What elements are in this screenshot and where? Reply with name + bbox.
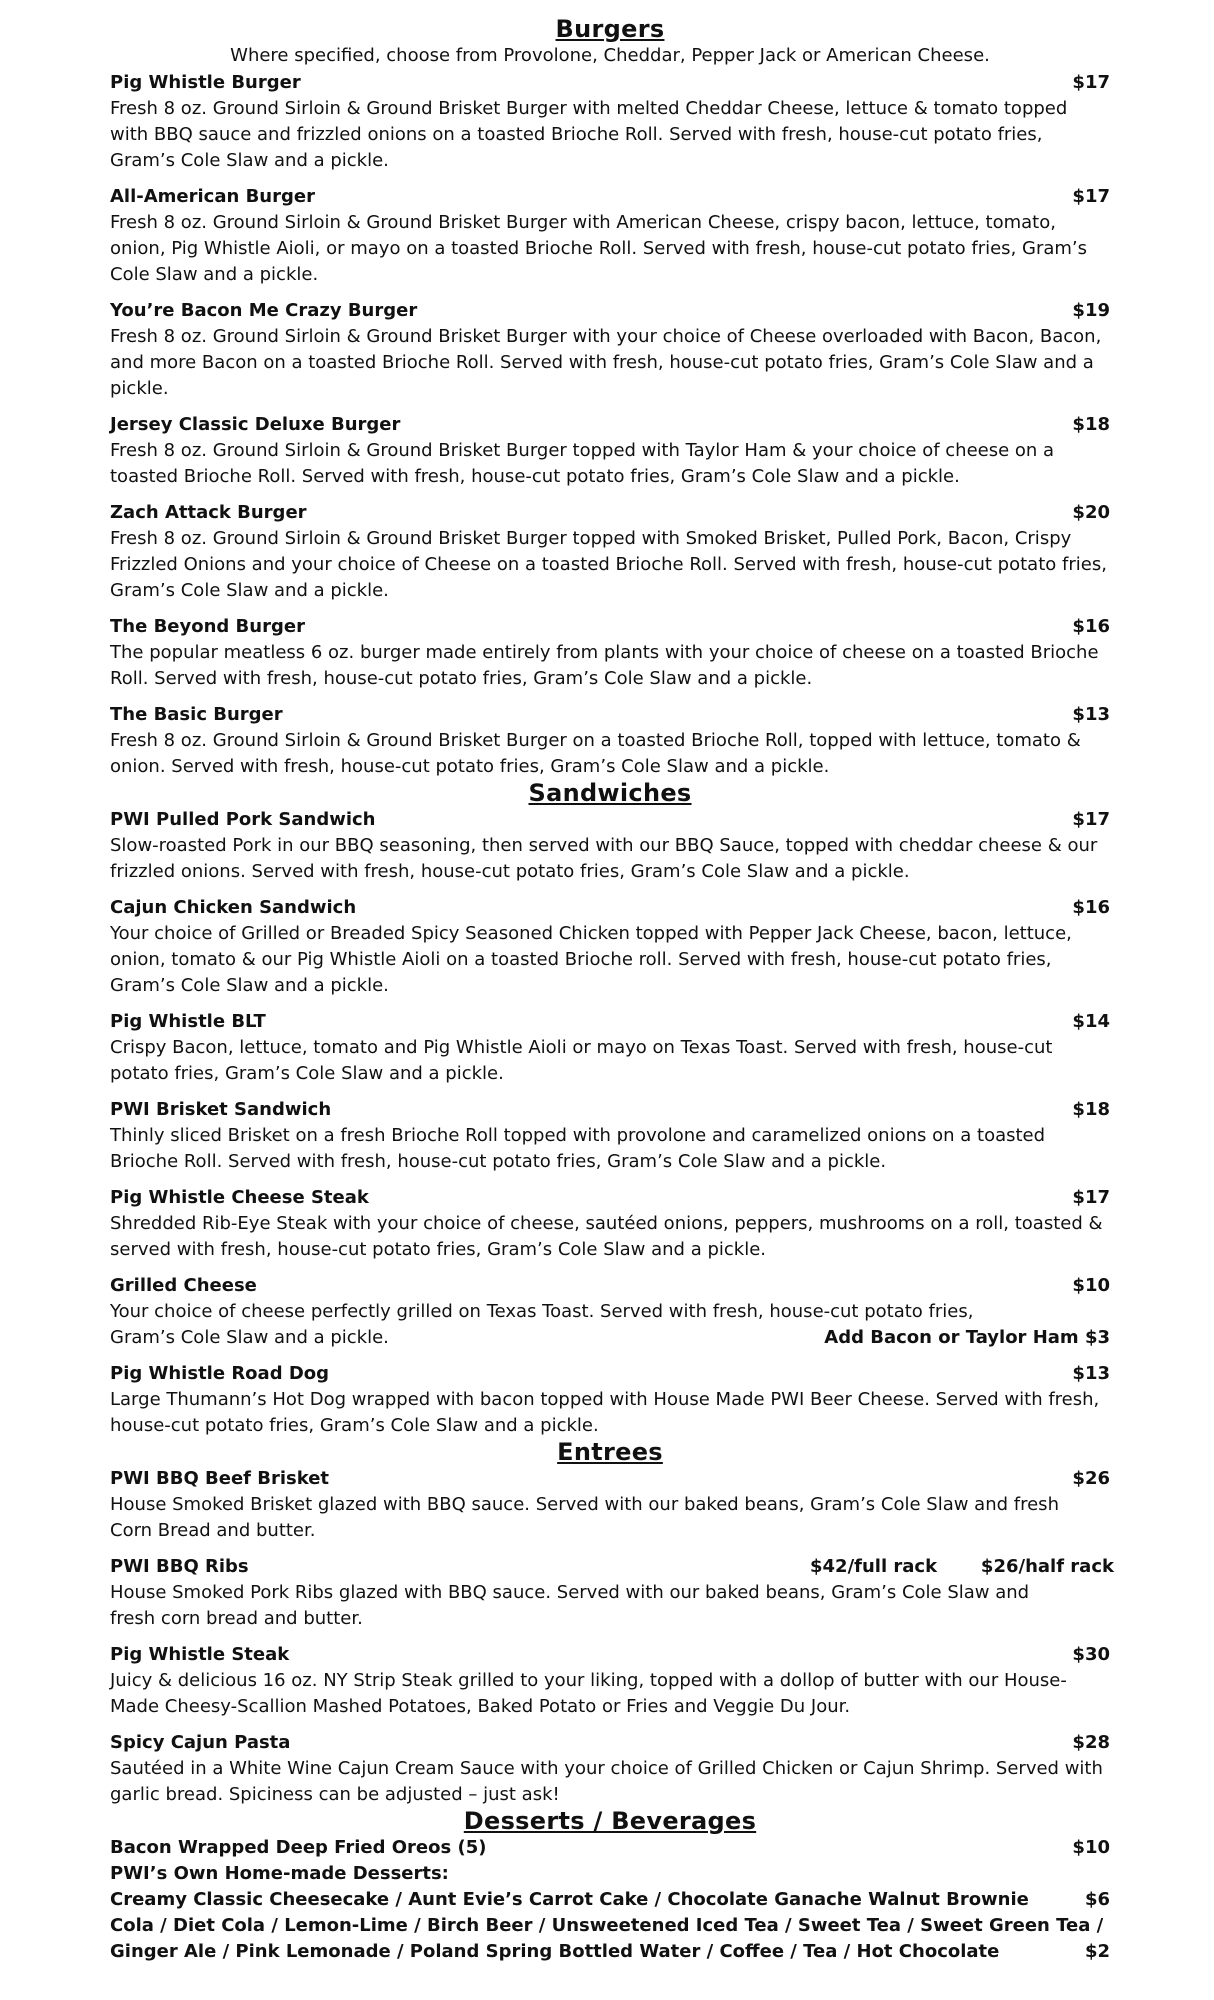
item-price: $18 — [1072, 1099, 1110, 1120]
item-description: Your choice of cheese perfectly grilled on Texas Toast. Served with fresh, house-cut potato fries, — [110, 1301, 974, 1322]
menu-item-zach-attack-burger — [110, 500, 1110, 604]
menu-item-cajun-chicken-sandwich — [110, 895, 1110, 999]
entrees-heading: Entrees — [557, 1438, 663, 1466]
menu-item-all-american-burger — [110, 184, 1110, 288]
item-price: $30 — [1072, 1644, 1110, 1665]
homemade-desserts-price: $6 — [1084, 1889, 1110, 1910]
item-price: $18 — [1072, 414, 1110, 435]
menu-item-beyond-burger — [110, 614, 1110, 692]
item-name: All-American Burger — [110, 186, 315, 207]
item-price: $17 — [1072, 186, 1110, 207]
menu-item-cajun-pasta — [110, 1730, 1110, 1808]
menu-item-brisket-sandwich — [110, 1097, 1110, 1175]
burgers-subtitle: Where specified, choose from Provolone, Cheddar, Pepper Jack or American Cheese. — [230, 45, 990, 66]
menu-item-jersey-classic-burger — [110, 412, 1110, 490]
item-description: Sautéed in a White Wine Cajun Cream Sauce with your choice of Grilled Chicken or Cajun Shrimp. Served with garlic bread. Spiciness can be adjusted – just ask! — [110, 1758, 1103, 1805]
homemade-desserts-list: Creamy Classic Cheesecake / Aunt Evie’s Carrot Cake / Chocolate Ganache Walnut Brownie — [110, 1889, 1029, 1910]
menu-item-basic-burger — [110, 702, 1110, 780]
item-price: $10 — [1072, 1275, 1110, 1296]
item-description: House Smoked Pork Ribs glazed with BBQ sauce. Served with our baked beans, Gram’s Cole Slaw and fresh corn bread and butter. — [110, 1582, 1030, 1629]
item-price: $17 — [1072, 809, 1110, 830]
menu-item-pig-whistle-burger — [110, 70, 1110, 174]
oreos-price: $10 — [1072, 1837, 1110, 1858]
beverages-line-2: Ginger Ale / Pink Lemonade / Poland Spring Bottled Water / Coffee / Tea / Hot Chocolate — [110, 1941, 1000, 1962]
beverages-line-1: Cola / Diet Cola / Lemon-Lime / Birch Beer / Unsweetened Iced Tea / Sweet Tea / Sweet Green Tea / — [110, 1915, 1104, 1936]
item-name: Pig Whistle BLT — [110, 1011, 266, 1032]
oreos-name: Bacon Wrapped Deep Fried Oreos (5) — [110, 1837, 487, 1858]
menu-page — [110, 15, 1114, 1965]
item-name: Pig Whistle Road Dog — [110, 1363, 330, 1384]
beverages-price: $2 — [1084, 1941, 1110, 1962]
menu-item-pig-whistle-blt — [110, 1009, 1110, 1087]
item-description-cont: Gram’s Cole Slaw and a pickle. — [110, 1327, 389, 1348]
burgers-heading: Burgers — [555, 15, 665, 43]
item-name: Pig Whistle Burger — [110, 72, 301, 93]
desserts-heading: Desserts / Beverages — [463, 1807, 757, 1835]
item-name: Zach Attack Burger — [110, 502, 307, 523]
item-name: The Basic Burger — [110, 704, 283, 725]
item-price: $16 — [1072, 616, 1110, 637]
item-name: Pig Whistle Cheese Steak — [110, 1187, 369, 1208]
item-description: Slow-roasted Pork in our BBQ seasoning, then served with our BBQ Sauce, topped with cheddar cheese & our frizzled onions. Served with fresh, house-cut potato fries, Gram’s Cole Slaw and a pickle. — [110, 835, 1098, 882]
item-name: PWI BBQ Ribs — [110, 1556, 249, 1577]
item-price: $16 — [1072, 897, 1110, 918]
item-description: Thinly sliced Brisket on a fresh Brioche Roll topped with provolone and caramelized onions on a toasted Brioche Roll. Served with fresh, house-cut potato fries, Gram’s Cole Slaw and a pickle. — [110, 1125, 1046, 1172]
item-price: $13 — [1072, 704, 1110, 725]
item-name: Grilled Cheese — [110, 1275, 257, 1296]
item-description: Crispy Bacon, lettuce, tomato and Pig Whistle Aioli or mayo on Texas Toast. Served with fresh, house-cut potato fries, Gram’s Cole Slaw and a pickle. — [110, 1037, 1053, 1084]
item-description: Fresh 8 oz. Ground Sirloin & Ground Brisket Burger topped with Smoked Brisket, Pulled Pork, Bacon, Crispy Frizzled Onions and your choice of Cheese on a toasted Brioche Roll. Served with fresh, house-cut potato fries, Gram’s Cole Slaw and a pickle. — [110, 528, 1107, 601]
item-name: PWI Brisket Sandwich — [110, 1099, 332, 1120]
item-description: Fresh 8 oz. Ground Sirloin & Ground Brisket Burger with your choice of Cheese overloaded with Bacon, Bacon, and more Bacon on a toasted Brioche Roll. Served with fresh, house-cut potato fries, Gram’s Cole Slaw and a pickle. — [110, 326, 1102, 399]
item-price: $42/full rack $26/half rack — [810, 1556, 1114, 1577]
menu-item-pulled-pork-sandwich — [110, 807, 1110, 885]
menu-item-grilled-cheese — [110, 1273, 1110, 1351]
item-name: Cajun Chicken Sandwich — [110, 897, 357, 918]
item-price: $17 — [1072, 72, 1110, 93]
item-description: Fresh 8 oz. Ground Sirloin & Ground Brisket Burger topped with Taylor Ham & your choice of cheese on a toasted Brioche Roll. Served with fresh, house-cut potato fries, Gram’s Cole Slaw and a pickle. — [110, 440, 1055, 487]
homemade-desserts-row — [110, 1887, 1110, 1913]
item-name: Pig Whistle Steak — [110, 1644, 290, 1665]
item-price: $13 — [1072, 1363, 1110, 1384]
item-description: Shredded Rib-Eye Steak with your choice of cheese, sautéed onions, peppers, mushrooms on a roll, toasted & served with fresh, house-cut potato fries, Gram’s Cole Slaw and a pickle. — [110, 1213, 1103, 1260]
item-description: Fresh 8 oz. Ground Sirloin & Ground Brisket Burger with melted Cheddar Cheese, lettuce & tomato topped with BBQ sauce and frizzled onions on a toasted Brioche Roll. Served with fresh, house-cut potato fries, Gram’s Cole Slaw and a pickle. — [110, 98, 1068, 171]
item-description: House Smoked Brisket glazed with BBQ sauce. Served with our baked beans, Gram’s Cole Slaw and fresh Corn Bread and butter. — [110, 1494, 1059, 1541]
item-description: The popular meatless 6 oz. burger made entirely from plants with your choice of cheese on a toasted Brioche Roll. Served with fresh, house-cut potato fries, Gram’s Cole Slaw and a pickle. — [110, 642, 1099, 689]
beverages-row — [110, 1939, 1110, 1965]
sandwiches-heading: Sandwiches — [528, 779, 692, 807]
homemade-desserts-label: PWI’s Own Home-made Desserts: — [110, 1863, 449, 1884]
menu-item-cheese-steak — [110, 1185, 1110, 1263]
item-name: Jersey Classic Deluxe Burger — [110, 414, 401, 435]
item-addon: Add Bacon or Taylor Ham $3 — [824, 1327, 1110, 1348]
item-name: The Beyond Burger — [110, 616, 305, 637]
item-price: $28 — [1072, 1732, 1110, 1753]
item-description: Your choice of Grilled or Breaded Spicy Seasoned Chicken topped with Pepper Jack Cheese, bacon, lettuce, onion, tomato & our Pig Whistle Aioli on a toasted Brioche roll. Served with fresh, house-cut potato fries, Gram’s Cole Slaw and a pickle. — [110, 923, 1072, 996]
desserts-section — [110, 1835, 1110, 1965]
menu-item-road-dog — [110, 1361, 1110, 1439]
item-price: $17 — [1072, 1187, 1110, 1208]
item-name: PWI Pulled Pork Sandwich — [110, 809, 376, 830]
item-price: $14 — [1072, 1011, 1110, 1032]
item-price: $19 — [1072, 300, 1110, 321]
item-price: $20 — [1072, 502, 1110, 523]
menu-item-pig-whistle-steak — [110, 1642, 1110, 1720]
item-description: Large Thumann’s Hot Dog wrapped with bacon topped with House Made PWI Beer Cheese. Served with fresh, house-cut potato fries, Gram’s Cole Slaw and a pickle. — [110, 1389, 1100, 1436]
item-price: $26 — [1072, 1468, 1110, 1489]
menu-item-bbq-ribs — [110, 1554, 1114, 1632]
oreos-row — [110, 1835, 1110, 1861]
menu-item-beef-brisket — [110, 1466, 1110, 1544]
item-name: You’re Bacon Me Crazy Burger — [110, 300, 418, 321]
menu-item-bacon-me-crazy-burger — [110, 298, 1110, 402]
item-name: PWI BBQ Beef Brisket — [110, 1468, 330, 1489]
item-description: Fresh 8 oz. Ground Sirloin & Ground Brisket Burger on a toasted Brioche Roll, topped with lettuce, tomato & onion. Served with fresh, house-cut potato fries, Gram’s Cole Slaw and a pickle. — [110, 730, 1081, 777]
item-name: Spicy Cajun Pasta — [110, 1732, 291, 1753]
item-description: Fresh 8 oz. Ground Sirloin & Ground Brisket Burger with American Cheese, crispy bacon, lettuce, tomato, onion, Pig Whistle Aioli, or mayo on a toasted Brioche Roll. Served with fresh, house-cut potato fries, Gram’s Cole Slaw and a pickle. — [110, 212, 1088, 285]
item-description: Juicy & delicious 16 oz. NY Strip Steak grilled to your liking, topped with a dollop of butter with our House-Made Cheesy-Scallion Mashed Potatoes, Baked Potato or Fries and Veggie Du Jour. — [110, 1670, 1067, 1717]
